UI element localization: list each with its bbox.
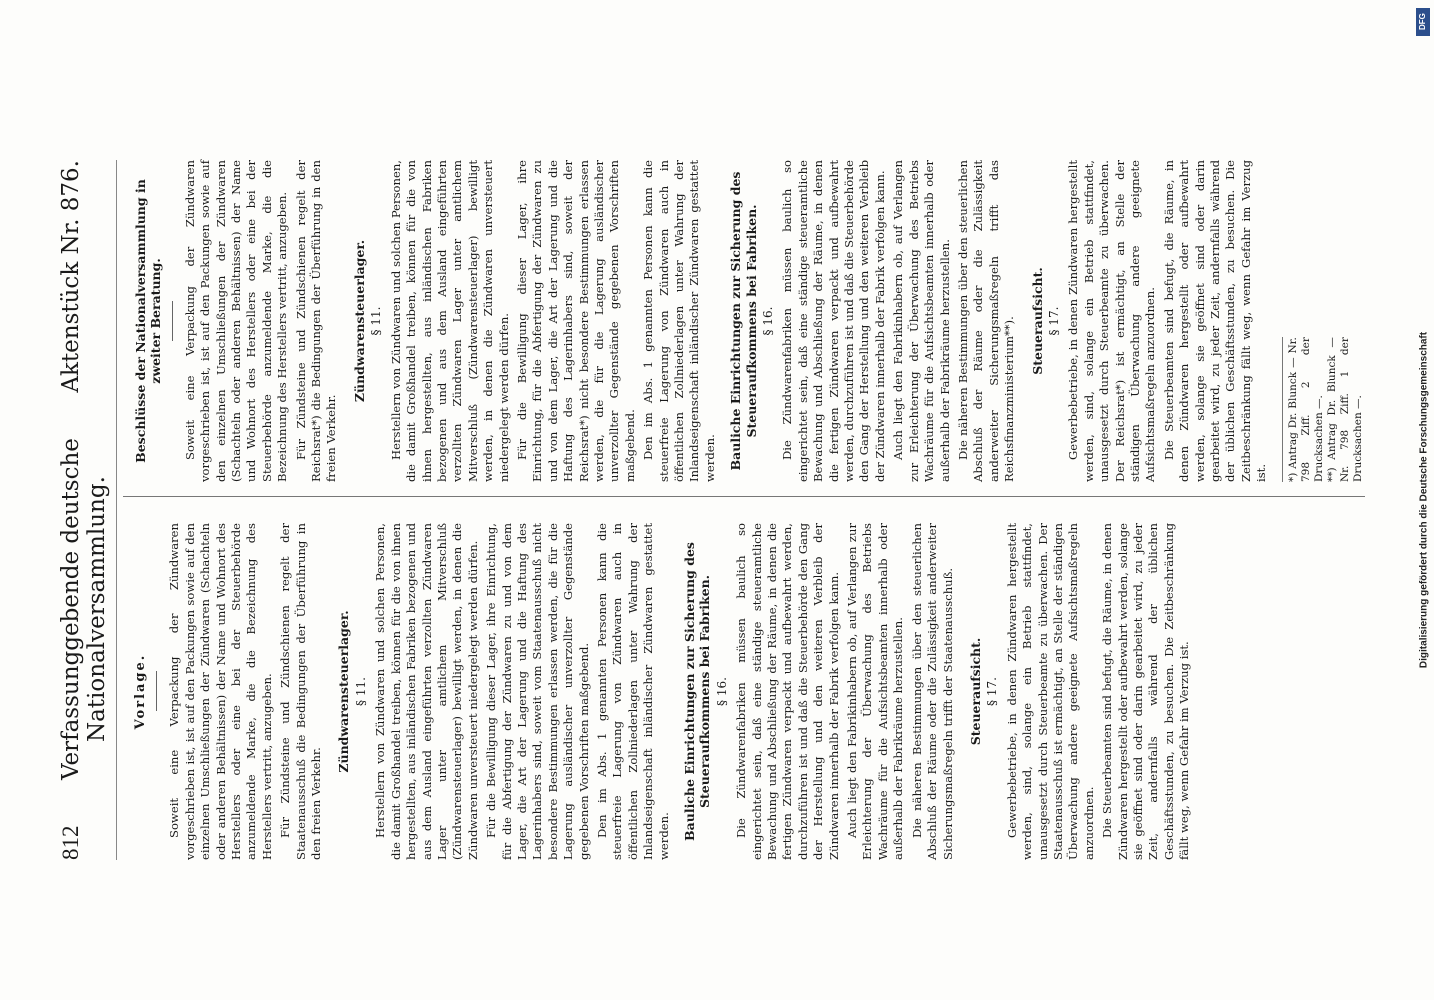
body-paragraph: Für die Bewilligung dieser Lager, ihre Einrichtung, für die Abfertigung der Zündwaren zu und von dem Lager, die Art der Lagerung und die Haftung des Lagerinhabers sind, soweit vom Staatenausschuß nicht besondere Bestimmungen erlassen werden, die für die Lagerung ausländischer unverzollter Gegenstände gegebenen Vorschriften maßgebend. [484, 523, 591, 860]
body-paragraph: Die Zündwarenfabriken müssen baulich so eingerichtet sein, daß eine ständige steueramtliche Bewachung und Abschließung der Räume, in denen die fertigen Zündwaren verpackt und aufbewahrt werden, durchzuführen ist und daß die Steuerbehörde den Gang der Herstellung und den weiteren Verbleib der Zündwaren innerhalb der Fabrik verfolgen kann. [780, 160, 887, 482]
body-paragraph: Herstellern von Zündwaren und solchen Personen, die damit Großhandel treiben, können für die von ihnen hergestellten, aus inländischen Fabriken bezogenen und aus dem Ausland eingeführten verzollten Zündwaren Lager unter amtlichem Mitverschluß (Zündwarensteuerlager) bewilligt werden, in denen die Zündwaren unversteuert niedergelegt werden dürfen. [388, 160, 511, 482]
paragraph-mark-11: § 11. [369, 306, 384, 336]
body-paragraph: Den im Abs. 1 genannten Personen kann die steuerfreie Lagerung von Zündwaren auch in öffentlichen Zollniederlagen unter Wahrung der Inlandseigenschaft inländischer Zündwaren gestattet werden. [594, 523, 671, 860]
digitization-credit: Digitalisierung gefördert durch die Deutsche Forschungsgemeinschaft [1418, 331, 1430, 669]
intro-paragraph: Soweit eine Verpackung der Zündwaren vorgeschrieben ist, ist auf den Packungen sowie auf den einzelnen Umschließungen der Zündwaren (Schachteln oder anderen Behältnissen) der Name und Wohnort des Herstellers oder eine bei der Steuerbehörde anzumeldende Marke, die die Bezeichnung des Herstellers vertritt, anzugeben. [182, 160, 290, 482]
footnote: **) Antrag Dr. Blunck — Nr. 798 Ziff. 1 der Drucksachen —. [1325, 337, 1364, 482]
body-paragraph: Gewerbebetriebe, in denen Zündwaren hergestellt werden, sind, solange ein Betrieb stattfindet, unausgesetzt durch Steuerbeamte zu überwachen. Der Staatenausschuß ist ermächtigt, an Stelle der ständigen Überwachung andere geeignete Aufsichtsmaßregeln anzuordnen. [1004, 523, 1096, 860]
paragraph-mark-16: § 16. [714, 677, 729, 706]
paragraph-mark-16: § 16. [761, 306, 776, 336]
paragraph-mark-17: § 17. [1046, 306, 1061, 336]
document-reference: Aktenstück Nr. 876. [58, 160, 84, 393]
page-header [58, 160, 117, 860]
body-paragraph: Den im Abs. 1 genannten Personen kann die steuerfreie Lagerung von Zündwaren auch in öffentlichen Zollniederlagen unter Wahrung der Inlandseigenschaft inländischer Zündwaren gestattet werden. [641, 160, 717, 482]
body-paragraph: Für die Bewilligung dieser Lager, ihre Einrichtung, für die Abfertigung der Zündwaren zu und von dem Lager, die Art der Lagerung und die Haftung des Lagerinhabers sind, soweit der Reichsrat*) nicht besondere Bestimmungen erlassen werden, die für die Lagerung ausländischer unverzollter Gegenstände gegebenen Vorschriften maßgebend. [514, 160, 637, 482]
body-paragraph: Gewerbebetriebe, in denen Zündwaren hergestellt werden, sind, solange ein Betrieb stattfindet, unausgesetzt durch Steuerbeamte zu überwachen. Der Reichsrat*) ist ermächtigt, an Stelle der ständigen Überwachung andere geeignete Aufsichtsmaßregeln anzuordnen. [1066, 160, 1158, 482]
body-paragraph: Die Steuerbeamten sind befugt, die Räume, in denen Zündwaren hergestellt oder aufbewahrt werden, solange sie geöffnet sind oder darin gearbeitet wird, zu jeder Zeit, andernfalls während der üblichen Geschäftsstunden, zu besuchen. Die Zeitbeschränkung fällt weg, wenn Gefahr im Verzug ist. [1161, 160, 1269, 482]
body-paragraph: Auch liegt den Fabrikinhabern ob, auf Verlangen zur Erleichterung der Überwachung des Betriebs Wachräume für die Aufsichtsbeamten innerhalb oder außerhalb der Fabrikräume herzustellen. [845, 523, 906, 860]
two-column-body [123, 160, 1365, 860]
paragraph-mark-11: § 11. [353, 677, 368, 706]
paragraph-mark-17: § 17. [985, 677, 1000, 706]
body-paragraph: Die Zündwarenfabriken müssen baulich so eingerichtet sein, daß eine ständige steueramtliche Bewachung und Abschließung der Räume, in denen die fertigen Zündwaren verpackt und aufbewahrt werden, durchzuführen ist und daß die Steuerbehörde den Gang der Herstellung und den weiteren Verbleib der Zündwaren innerhalb der Fabrik verfolgen kann. [734, 523, 841, 860]
body-paragraph: Die Steuerbeamten sind befugt, die Räume, in denen Zündwaren hergestellt oder aufbewahrt werden, solange sie geöffnet sind oder darin gearbeitet wird, zu jeder Zeit, andernfalls während der üblichen Geschäftsstunden, zu besuchen. Die Zeitbeschränkung fällt weg, wenn Gefahr im Verzug ist. [1100, 523, 1192, 860]
section-heading-bauliche: Bauliche Einrichtungen zur Sicherung des Steueraufkommens bei Fabriken. [682, 542, 713, 841]
body-paragraph: Herstellern von Zündwaren und solchen Personen, die damit Großhandel treiben, können für die von ihnen hergestellten, aus inländischen Fabriken bezogenen und aus dem Ausland eingeführten verzollten Zündwaren Lager unter amtlichem Mitverschluß (Zündwarensteuerlager) bewilligt werden, in denen die Zündwaren unversteuert niedergelegt werden dürfen. [373, 523, 480, 860]
section-heading-aufsicht: Steueraufsicht. [1029, 267, 1045, 375]
left-column [123, 523, 1365, 860]
section-heading-bauliche: Bauliche Einrichtungen zur Sicherung des Steueraufkommens bei Fabriken. [728, 171, 759, 471]
page-number: 812 [58, 825, 83, 860]
body-paragraph: Auch liegt den Fabrikinhabern ob, auf Verlangen zur Erleichterung der Überwachung des Betriebs Wachräume für die Aufsichtsbeamten innerhalb oder außerhalb der Fabrikräume herzustellen. [891, 160, 952, 482]
title-rule [172, 301, 173, 341]
section-heading-aufsicht: Steueraufsicht. [967, 637, 983, 746]
intro-paragraph: Für Zündsteine und Zündschienen regelt der Staatenausschuß die Bedingungen der Überführung in den freien Verkehr. [278, 523, 324, 860]
right-column-title: Beschlüsse der Nationalversammlung in zweiter Beratung. [133, 179, 164, 463]
section-heading-lager: Zündwarensteuerlager. [336, 610, 352, 773]
footnote: *) Antrag Dr. Blunck — Nr. 798 Ziff. 2 der Drucksachen —. [1286, 337, 1325, 482]
dfg-logo: DFG [1416, 8, 1430, 36]
right-column [123, 160, 1365, 497]
left-column-title: Vorlage. [133, 653, 148, 730]
body-paragraph: Die näheren Bestimmungen über den steuerlichen Abschluß der Räume oder die Zulässigkeit anderweiter Sicherungsmaßregeln trifft das Reichsfinanzministerium**). [955, 160, 1017, 482]
section-heading-lager: Zündwarensteuerlager. [351, 239, 367, 403]
intro-paragraph: Soweit eine Verpackung der Zündwaren vorgeschrieben ist, ist auf den Packungen sowie auf den einzelnen Umschließungen der Zündwaren (Schachteln oder anderen Behältnissen) der Name und Wohnort des Herstellers oder eine bei der Steuerbehörde anzumeldende Marke, die die Bezeichnung des Herstellers vertritt, anzugeben. [167, 523, 274, 860]
running-title: Verfassunggebende deutsche Nationalversammlung. [58, 438, 110, 781]
body-paragraph: Die näheren Bestimmungen über den steuerlichen Abschluß der Räume oder die Zulässigkeit anderweiter Sicherungsmaßregeln trifft der Staatenausschuß. [909, 523, 955, 860]
footnotes [1282, 337, 1365, 482]
intro-paragraph: Für Zündsteine und Zündschienen regelt der Reichsrat*) die Bedingungen der Überführung in den freien Verkehr. [293, 160, 339, 482]
title-rule [156, 672, 157, 712]
